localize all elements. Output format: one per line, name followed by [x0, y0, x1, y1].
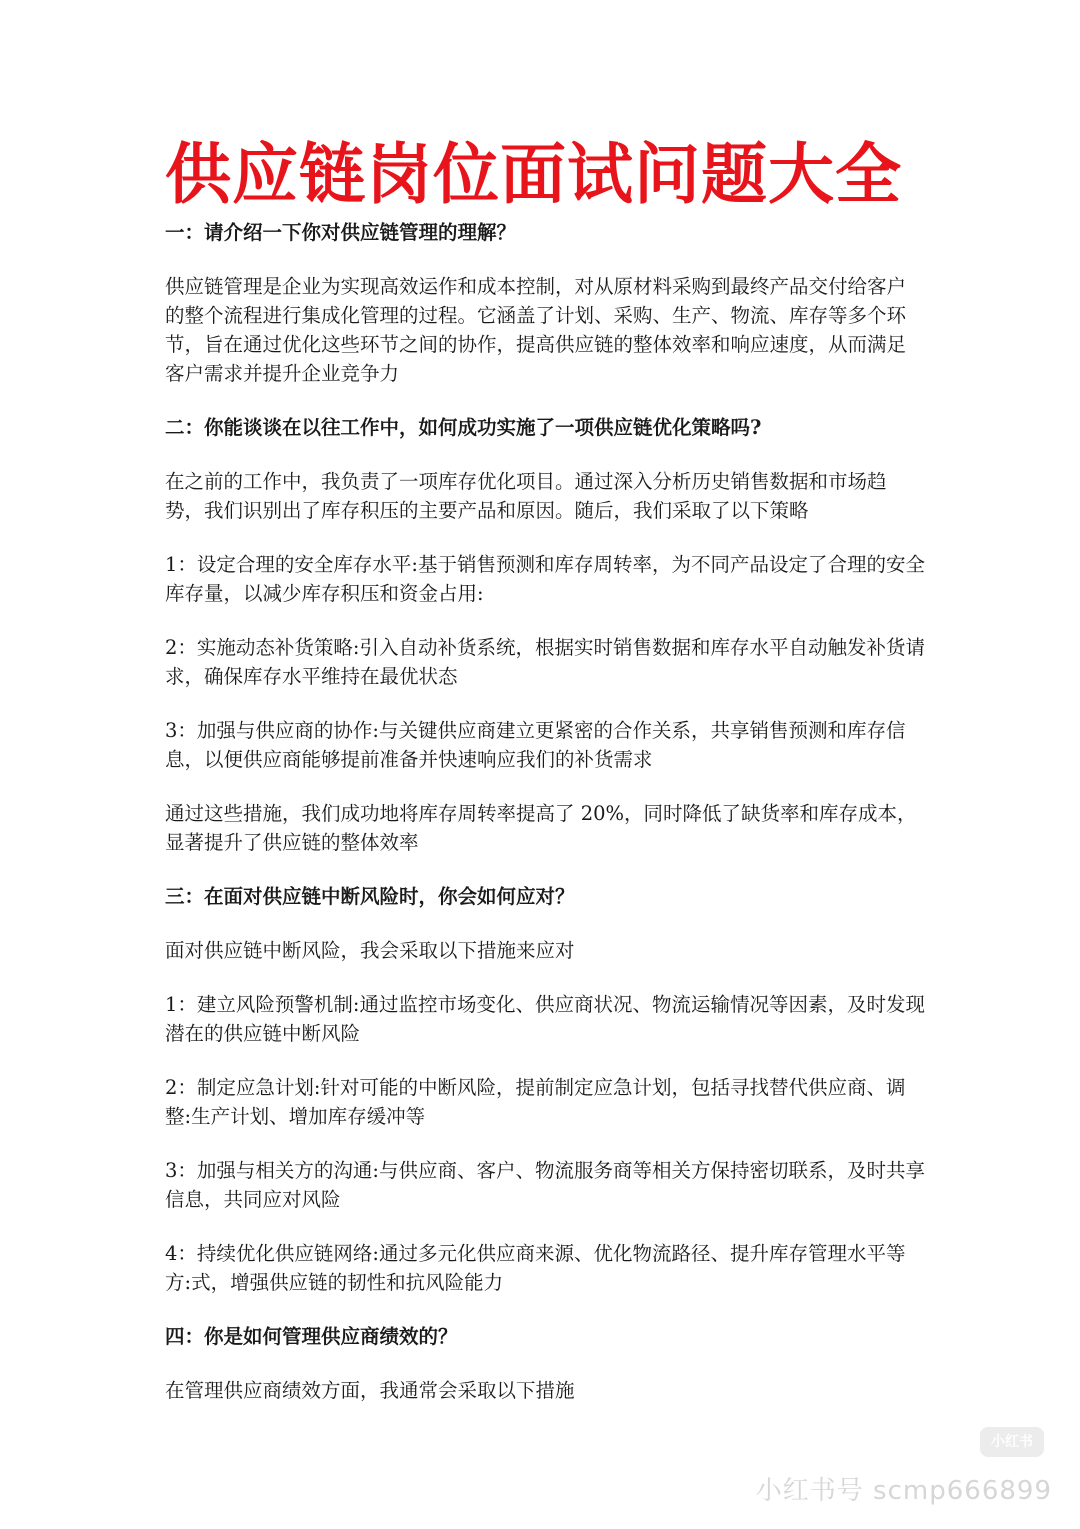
answer-3-intro: 面对供应链中断风险，我会采取以下措施来应对: [165, 939, 575, 962]
answer-3-point-4: 4：持续优化供应链网络:通过多元化供应商来源、优化物流路径、提升库存管理水平等方:式，增强供应链的韧性和抗风险能力: [165, 1242, 906, 1294]
question-4: 四：你是如何管理供应商绩效的？: [165, 1325, 458, 1348]
answer-2-point-1: 1：设定合理的安全库存水平:基于销售预测和库存周转率，为不同产品设定了合理的安全库存量，以减少库存积压和资金占用:: [165, 553, 925, 605]
answer-2-point-2: 2：实施动态补货策略:引入自动补货系统，根据实时销售数据和库存水平自动触发补货请求，确保库存水平维持在最优状态: [165, 636, 925, 688]
document-title: 供应链岗位面试问题大全: [165, 135, 902, 213]
section-3: [165, 882, 925, 1322]
section-1: [165, 218, 925, 413]
answer-1-paragraph-1: 供应链管理是企业为实现高效运作和成本控制，对从原材料采购到最终产品交付给客户的整个流程进行集成化管理的过程。它涵盖了计划、采购、生产、物流、库存等多个环节，旨在通过优化这些环节之间的协作，提高供应链的整体效率和响应速度，从而满足客户需求并提升企业竞争力: [165, 275, 907, 385]
watermark-logo: 小红书: [980, 1427, 1044, 1457]
section-2: [165, 413, 925, 882]
answer-3-point-1: 1：建立风险预警机制:通过监控市场变化、供应商状况、物流运输情况等因素，及时发现潜在的供应链中断风险: [165, 993, 925, 1045]
document-page: [165, 130, 925, 1405]
answer-2-point-3: 3：加强与供应商的协作:与关键供应商建立更紧密的合作关系，共享销售预测和库存信息，以便供应商能够提前准备并快速响应我们的补货需求: [165, 719, 906, 771]
answer-4-intro: 在管理供应商绩效方面，我通常会采取以下措施: [165, 1379, 575, 1402]
answer-2-conclusion: 通过这些措施，我们成功地将库存周转率提高了 20%，同时降低了缺货率和库存成本，显著提升了供应链的整体效率: [165, 802, 917, 854]
section-4: [165, 1322, 925, 1405]
question-3: 三：在面对供应链中断风险时，你会如何应对？: [165, 885, 575, 908]
answer-2-paragraph-1: 在之前的工作中，我负责了一项库存优化项目。通过深入分析历史销售数据和市场趋势，我们识别出了库存积压的主要产品和原因。随后，我们采取了以下策略: [165, 470, 887, 522]
question-1: 一：请介绍一下你对供应链管理的理解？: [165, 221, 517, 244]
watermark-text: 小红书号 scmp666899: [755, 1476, 1052, 1506]
answer-3-point-3: 3：加强与相关方的沟通:与供应商、客户、物流服务商等相关方保持密切联系，及时共享信息，共同应对风险: [165, 1159, 925, 1211]
answer-3-point-2: 2：制定应急计划:针对可能的中断风险，提前制定应急计划，包括寻找替代供应商、调整:生产计划、增加库存缓冲等: [165, 1076, 906, 1128]
question-2: 二：你能谈谈在以往工作中，如何成功实施了一项供应链优化策略吗?: [165, 416, 762, 439]
